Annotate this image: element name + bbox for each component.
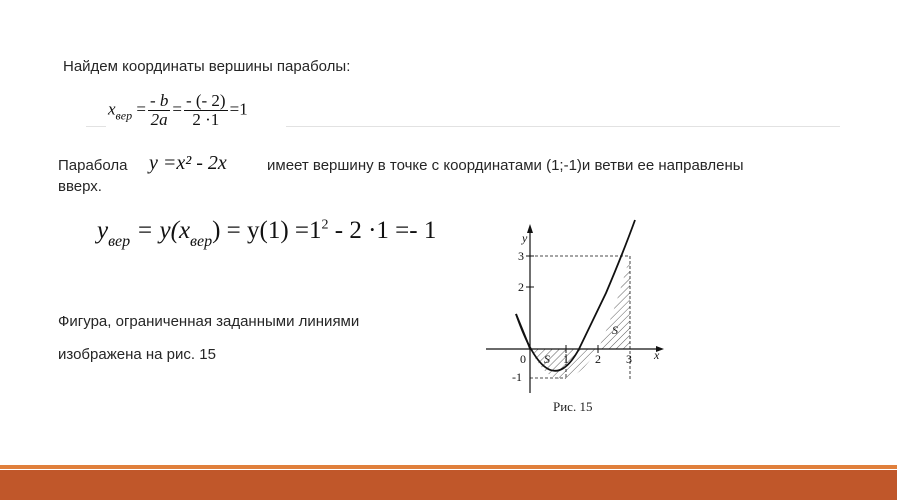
parabola-line2: вверх. [58,178,102,195]
y-axis-arrow [527,224,533,233]
formula1-var: x [108,99,116,119]
label-x3: 3 [626,352,632,366]
fraction-1-denominator: 2a [150,110,168,129]
formula3-sub: вер [108,233,131,250]
axis-label-y: y [522,231,528,245]
vertex-x-formula [108,92,248,129]
fraction-1 [148,92,170,129]
parabola-left-branch [516,314,530,349]
label-origin: 0 [520,352,526,366]
label-s1: S [544,352,550,366]
label-y2: 2 [518,280,524,294]
label-x1: 1 [563,352,569,366]
vertex-y-formula [97,217,436,251]
parabola-prefix: Парабола [58,157,128,174]
label-x2: 2 [595,352,601,366]
figure-text-2: изображена на рис. 15 [58,346,216,363]
figure-caption: Рис. 15 [553,399,593,414]
divider-line [86,126,106,127]
fraction-1-numerator: - b [149,91,169,110]
formula3-part1: = y(x [130,217,191,244]
formula1-sub: вер [115,108,133,123]
formula3-sup: 2 [321,217,329,233]
formula1-result: =1 [229,99,248,119]
axis-label-x: x [654,348,660,362]
label-s2: S [612,323,618,337]
formula3-sub2: вер [190,233,213,250]
figure-text-1: Фигура, ограниченная заданными линиями [58,313,360,330]
formula3-part2: ) = y(1) =1 [212,217,322,244]
label-y3: 3 [518,249,524,263]
footer-accent-line [0,465,897,469]
formula3-y: y [97,217,109,244]
formula3-part3: - 2 ·1 =- 1 [328,217,437,244]
formula1-eq: = [136,99,146,119]
divider-line-right [286,126,840,127]
parabola-graph [478,218,678,398]
parabola-formula: y =x² - 2x [149,152,227,174]
parabola-suffix: имеет вершину в точке с координатами (1;-1)и ветви ее направлены [267,157,744,174]
fraction-2 [184,92,228,129]
fraction-2-denominator: 2 ·1 [192,110,220,129]
fraction-2-numerator: - (- 2) [185,91,226,110]
formula1-eq2: = [172,99,182,119]
label-y-1: -1 [512,370,522,384]
heading-text: Найдем координаты вершины параболы: [63,58,351,75]
footer-band [0,470,897,500]
